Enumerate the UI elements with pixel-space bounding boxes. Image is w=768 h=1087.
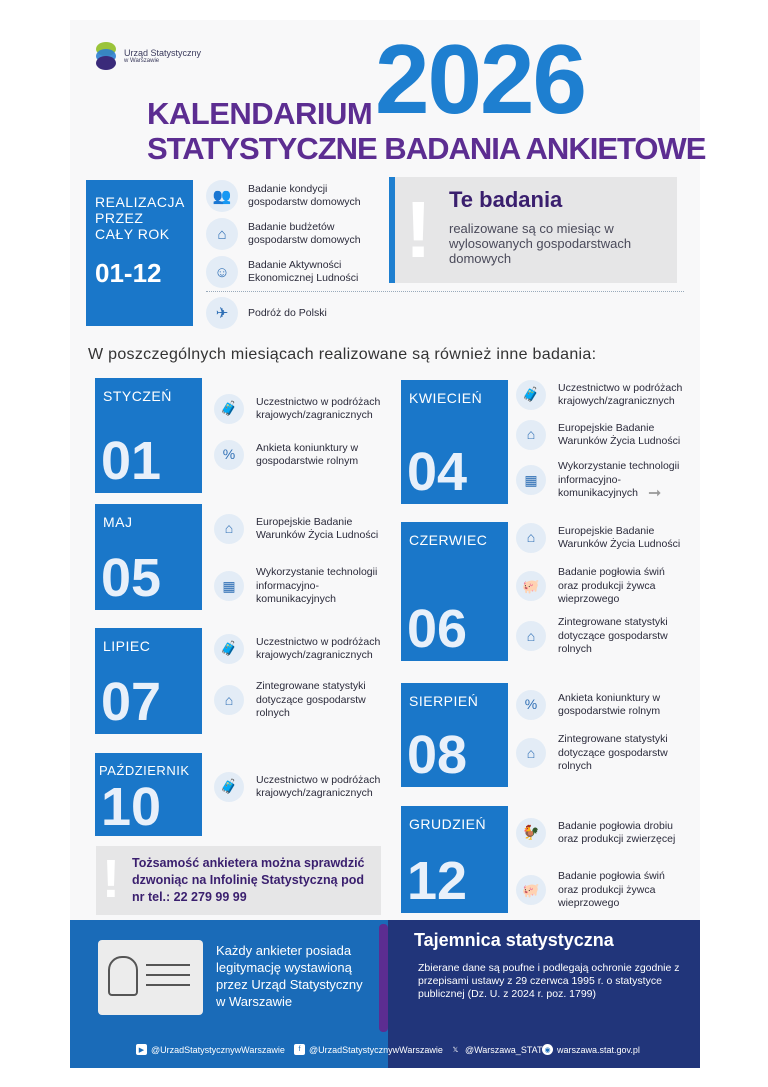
- people-icon: 👥: [206, 180, 238, 212]
- all-year-range: 01-12: [95, 258, 162, 288]
- helpline-info-box: [96, 846, 381, 915]
- survey-item: 🧳 Uczestnictwo w podróżach krajowych/zagranicznych: [214, 634, 386, 664]
- survey-item: ⌂ Europejskie Badanie Warunków Życia Ludności: [516, 420, 688, 450]
- person-icon: [108, 956, 138, 996]
- farm-icon: ⌂: [214, 685, 244, 715]
- card-line: [146, 964, 190, 966]
- arrow-right-icon: ➞: [648, 485, 662, 502]
- confidentiality-text: Zbierane dane są poufne i podlegają ochronie zgodnie z przepisami ustawy z 29 czerwca 1995 r. o statystyce publicznej (Dz. U. z 2024 r. poz. 1799): [418, 962, 680, 1000]
- exclamation-icon: !: [405, 185, 432, 274]
- all-year-item: ⌂ Badanie budżetów gospodarstw domowych: [206, 218, 378, 250]
- house-hand-icon: ⌂: [516, 420, 546, 450]
- survey-item: ⌂ Europejskie Badanie Warunków Życia Ludności: [516, 523, 693, 553]
- card-line: [146, 974, 190, 976]
- facebook-icon: f: [294, 1044, 305, 1055]
- suitcase-icon: 🧳: [516, 380, 546, 410]
- id-card-text: Każdy ankieter posiada legitymację wystawioną przez Urząd Statystyczny w Warszawie: [216, 943, 363, 1009]
- chicken-icon: 🐓: [516, 818, 546, 848]
- months-subheading: W poszczególnych miesiącach realizowane są również inne badania:: [88, 346, 597, 363]
- suitcase-icon: 🧳: [214, 772, 244, 802]
- id-card-icon: [98, 940, 203, 1015]
- month-january: STYCZEŃ 01: [95, 378, 202, 493]
- website-link[interactable]: ◉ warszawa.stat.gov.pl: [542, 1044, 640, 1055]
- logo-line1: Urząd Statystyczny: [124, 48, 202, 58]
- survey-item: 🧳 Uczestnictwo w podróżach krajowych/zagranicznych: [214, 772, 386, 802]
- month-october: PAŹDZIERNIK 10: [95, 753, 202, 836]
- computer-icon: ▦: [214, 571, 244, 601]
- note-accent-bar: [389, 177, 395, 283]
- monthly-note-box: [389, 177, 677, 283]
- farm-icon: ⌂: [516, 738, 546, 768]
- card-line: [146, 984, 190, 986]
- exclamation-icon: !: [102, 849, 120, 909]
- month-july: LIPIEC 07: [95, 628, 202, 734]
- farm-chart-icon: %: [516, 690, 546, 720]
- pig-icon: 🐖: [516, 571, 546, 601]
- year-heading: 2026: [375, 24, 586, 134]
- house-hand-icon: ⌂: [516, 523, 546, 553]
- title-kalendarium: KALENDARIUM: [147, 96, 373, 131]
- farm-icon: ⌂: [516, 621, 546, 651]
- survey-item: ⌂ Zintegrowane statystyki dotyczące gospodarstw rolnych: [214, 680, 376, 721]
- all-year-item: 👥 Badanie kondycji gospodarstw domowych: [206, 180, 378, 212]
- logo-mark: [94, 42, 118, 70]
- survey-item: ⌂ Zintegrowane statystyki dotyczące gospodarstw rolnych: [516, 733, 678, 774]
- month-may: MAJ 05: [95, 504, 202, 610]
- month-august: SIERPIEŃ 08: [401, 683, 508, 787]
- all-year-item: ✈ Podróż do Polski: [206, 297, 327, 329]
- survey-item: 🐖 Badanie pogłowia świń oraz produkcji żywca wieprzowego: [516, 870, 678, 911]
- survey-item: 🐖 Badanie pogłowia świń oraz produkcji żywca wieprzowego: [516, 566, 678, 607]
- house-hand-icon: ⌂: [214, 514, 244, 544]
- survey-item: % Ankieta koniunktury w gospodarstwie rolnym: [516, 690, 688, 720]
- farm-chart-icon: %: [214, 440, 244, 470]
- plane-icon: ✈: [206, 297, 238, 329]
- worker-icon: ☺: [206, 256, 238, 288]
- confidentiality-title: Tajemnica statystyczna: [414, 930, 614, 950]
- gus-logo: [94, 42, 201, 70]
- footer: [70, 920, 700, 1068]
- dotted-divider: [206, 291, 684, 292]
- month-april: KWIECIEŃ 04: [401, 380, 508, 504]
- all-year-label: REALIZACJA PRZEZ CAŁY ROK: [95, 194, 185, 242]
- survey-item: 🐓 Badanie pogłowia drobiu oraz produkcji zwierzęcej: [516, 818, 688, 848]
- suitcase-icon: 🧳: [214, 394, 244, 424]
- survey-item: % Ankieta koniunktury w gospodarstwie rolnym: [214, 440, 386, 470]
- youtube-icon: ▶: [136, 1044, 147, 1055]
- x-icon: 𝕏: [452, 1046, 459, 1054]
- note-text: realizowane są co miesiąc w wylosowanych gospodarstwach domowych: [449, 221, 632, 266]
- all-year-box: [86, 180, 193, 326]
- note-title: Te badania: [449, 187, 563, 212]
- facebook-link[interactable]: f @UrzadStatystycznywWarszawie: [294, 1044, 443, 1055]
- x-link[interactable]: 𝕏 @Warszawa_STAT: [450, 1044, 542, 1055]
- footer-divider: [379, 924, 388, 1032]
- helpline-text: Tożsamość ankietera można sprawdzić dzwoniąc na Infolinię Statystyczną pod nr tel.: 22 279 99 99: [132, 856, 365, 904]
- survey-item: 🧳 Uczestnictwo w podróżach krajowych/zagranicznych: [516, 380, 688, 410]
- logo-line2: w Warszawie: [124, 58, 160, 64]
- suitcase-icon: 🧳: [214, 634, 244, 664]
- survey-item: ▦ Wykorzystanie technologii informacyjno-komunikacyjnych: [214, 566, 381, 607]
- all-year-item: ☺ Badanie Aktywności Ekonomicznej Ludności: [206, 256, 378, 288]
- survey-item: ⌂ Europejskie Badanie Warunków Życia Ludności: [214, 514, 391, 544]
- youtube-link[interactable]: ▶ @UrzadStatystycznywWarszawie: [136, 1044, 285, 1055]
- title-subtitle: STATYSTYCZNE BADANIA ANKIETOWE: [147, 131, 706, 166]
- pig-icon: 🐖: [516, 875, 546, 905]
- survey-item: ▦ Wykorzystanie technologii informacyjno-komunikacyjnych: [516, 460, 683, 501]
- month-december: GRUDZIEŃ 12: [401, 806, 508, 913]
- month-june: CZERWIEC 06: [401, 522, 508, 661]
- house-icon: ⌂: [206, 218, 238, 250]
- survey-item: ⌂ Zintegrowane statystyki dotyczące gospodarstw rolnych: [516, 616, 678, 657]
- survey-item: 🧳 Uczestnictwo w podróżach krajowych/zagranicznych: [214, 394, 386, 424]
- computer-icon: ▦: [516, 465, 546, 495]
- globe-icon: ◉: [542, 1044, 553, 1055]
